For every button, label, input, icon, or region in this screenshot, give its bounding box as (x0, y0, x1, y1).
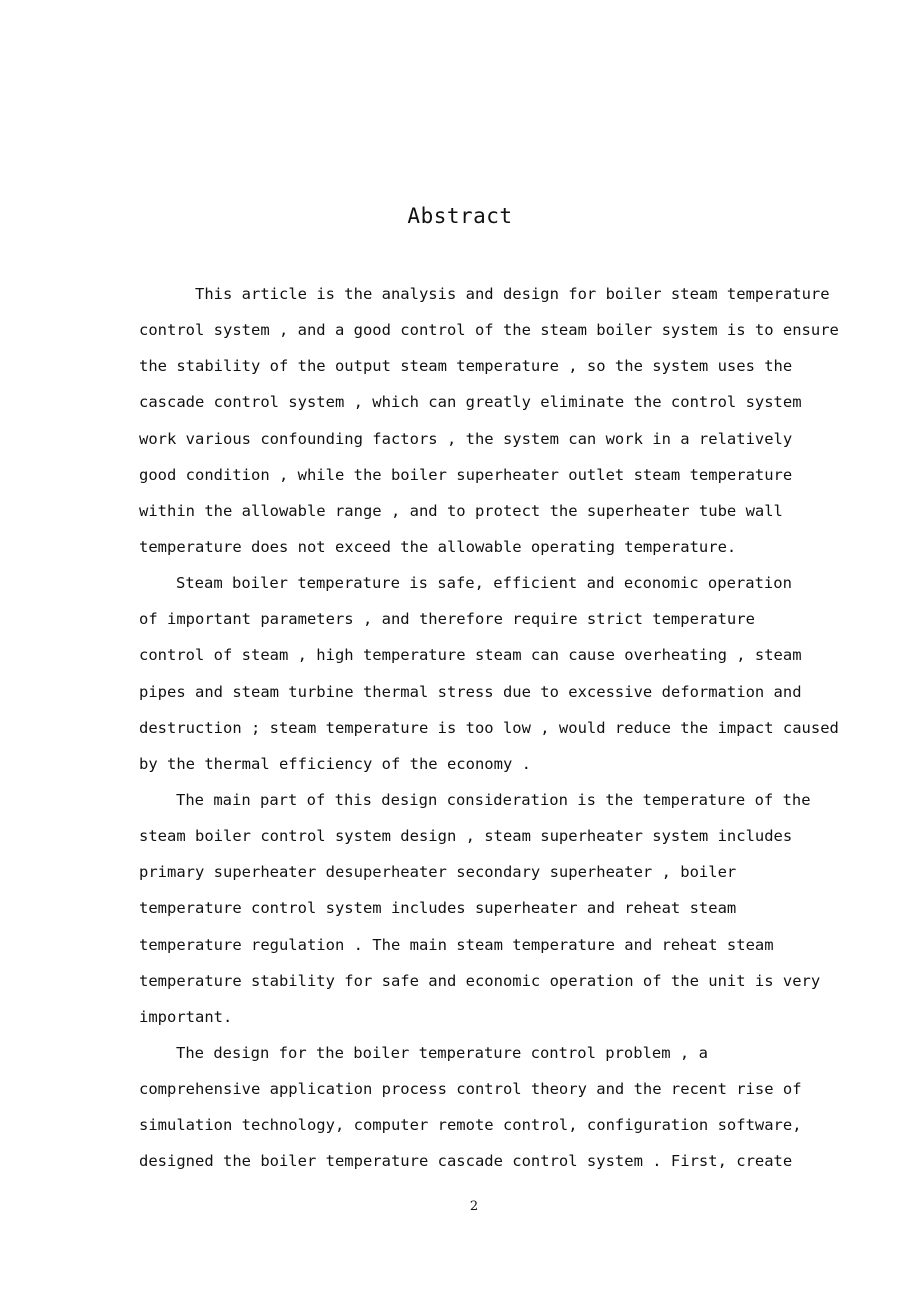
text-line: work various confounding factors , the system can work in a relatively (139, 429, 793, 448)
text-line: comprehensive application process control theory and the recent rise of (139, 1080, 802, 1099)
text-line: simulation technology, computer remote control, configuration software, (139, 1116, 802, 1135)
abstract-title: Abstract (407, 204, 513, 228)
text-line: temperature stability for safe and economic operation of the unit is very (139, 971, 821, 990)
page-number: 2 (469, 1199, 479, 1214)
text-line: primary superheater desuperheater secondary superheater , boiler (139, 863, 737, 882)
text-line: destruction ; steam temperature is too low , would reduce the impact caused (139, 718, 839, 737)
text-line: control of steam , high temperature steam can cause overheating , steam (139, 646, 802, 665)
text-line: designed the boiler temperature cascade control system . First, create (139, 1152, 793, 1171)
text-line: Steam boiler temperature is safe, efficient and economic operation (176, 574, 792, 593)
paragraph-2 (139, 565, 839, 782)
text-line: important. (139, 1007, 233, 1026)
text-line: by the thermal efficiency of the economy . (139, 754, 531, 773)
paragraph-1 (139, 276, 839, 565)
text-line: pipes and steam turbine thermal stress due to excessive deformation and (139, 682, 802, 701)
text-line: temperature control system includes superheater and reheat steam (139, 899, 737, 918)
text-line: good condition , while the boiler superheater outlet steam temperature (139, 465, 793, 484)
text-line: of important parameters , and therefore require strict temperature (139, 610, 755, 629)
text-line: This article is the analysis and design for boiler steam temperature (195, 285, 830, 303)
abstract-body (139, 276, 839, 1180)
paragraph-3 (139, 782, 821, 1035)
text-line: temperature does not exceed the allowable operating temperature. (139, 537, 737, 556)
text-line: steam boiler control system design , steam superheater system includes (139, 827, 793, 846)
text-line: temperature regulation . The main steam temperature and reheat steam (139, 935, 774, 954)
text-line: the stability of the output steam temperature , so the system uses the (139, 357, 793, 376)
text-line: The main part of this design consideration is the temperature of the (176, 790, 811, 809)
text-line: cascade control system , which can greatly eliminate the control system (139, 393, 802, 412)
text-line: The design for the boiler temperature control problem , a (176, 1043, 708, 1062)
paragraph-4 (139, 1035, 802, 1180)
text-line: within the allowable range , and to protect the superheater tube wall (139, 501, 783, 520)
text-line: control system , and a good control of the steam boiler system is to ensure (139, 321, 839, 340)
